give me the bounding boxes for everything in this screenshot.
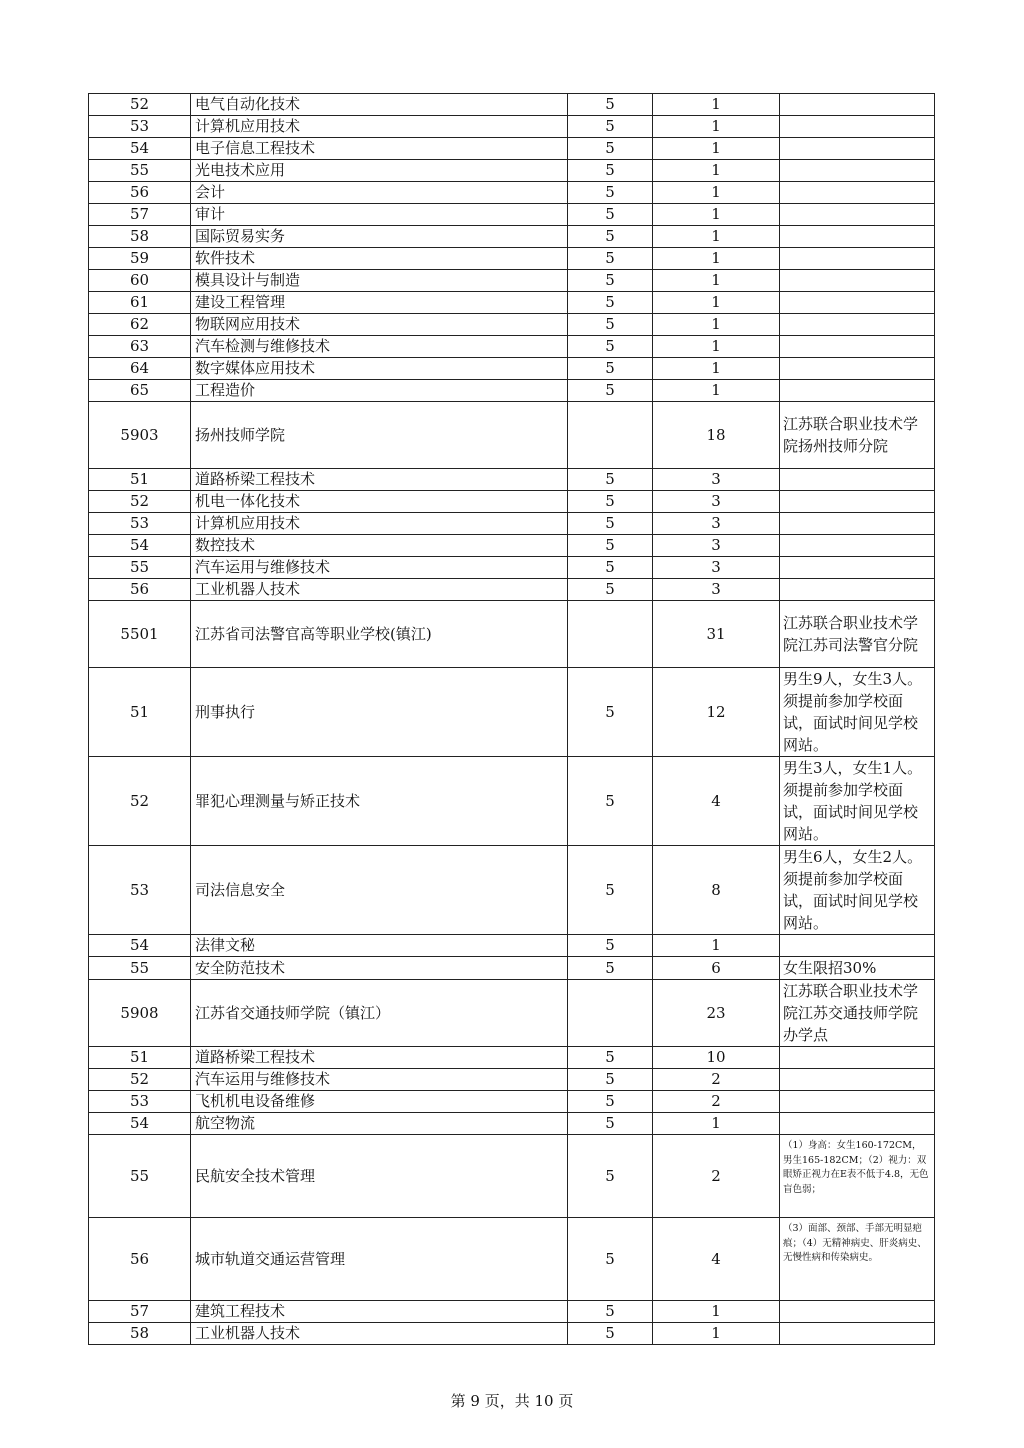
note-cell <box>780 1069 935 1091</box>
table-row <box>89 1218 935 1301</box>
years-cell: 5 <box>568 557 653 579</box>
count-cell: 1 <box>653 314 780 336</box>
count-cell: 2 <box>653 1135 780 1218</box>
code-cell: 55 <box>89 1135 191 1218</box>
note-cell <box>780 557 935 579</box>
page-footer: 第 9 页，共 10 页 <box>450 1392 574 1410</box>
code-cell: 52 <box>89 491 191 513</box>
code-cell: 58 <box>89 1323 191 1345</box>
code-cell: 55 <box>89 957 191 980</box>
name-cell: 建筑工程技术 <box>191 1301 568 1323</box>
table-row <box>89 292 935 314</box>
name-cell: 汽车运用与维修技术 <box>191 1069 568 1091</box>
note-cell: 女生限招30% <box>780 957 935 980</box>
years-cell: 5 <box>568 380 653 402</box>
name-cell: 会计 <box>191 182 568 204</box>
code-cell: 57 <box>89 204 191 226</box>
years-cell: 5 <box>568 846 653 935</box>
note-cell <box>780 160 935 182</box>
code-cell: 59 <box>89 248 191 270</box>
note-cell: 男生6人，女生2人。须提前参加学校面试，面试时间见学校网站。 <box>780 846 935 935</box>
name-cell: 国际贸易实务 <box>191 226 568 248</box>
years-cell: 5 <box>568 1113 653 1135</box>
name-cell: 建设工程管理 <box>191 292 568 314</box>
table-row <box>89 601 935 668</box>
years-cell: 5 <box>568 491 653 513</box>
note-cell <box>780 513 935 535</box>
count-cell: 3 <box>653 469 780 491</box>
code-cell: 5501 <box>89 601 191 668</box>
years-cell: 5 <box>568 935 653 957</box>
note-cell <box>780 204 935 226</box>
table-row <box>89 469 935 491</box>
count-cell: 6 <box>653 957 780 980</box>
count-cell: 10 <box>653 1047 780 1069</box>
count-cell: 1 <box>653 358 780 380</box>
years-cell: 5 <box>568 1047 653 1069</box>
table-row <box>89 1301 935 1323</box>
code-cell: 51 <box>89 668 191 757</box>
name-cell: 电气自动化技术 <box>191 94 568 116</box>
note-cell <box>780 1113 935 1135</box>
note-cell <box>780 1323 935 1345</box>
name-cell: 模具设计与制造 <box>191 270 568 292</box>
name-cell: 道路桥梁工程技术 <box>191 469 568 491</box>
years-cell: 5 <box>568 270 653 292</box>
note-cell <box>780 579 935 601</box>
table-row <box>89 226 935 248</box>
years-cell: 5 <box>568 160 653 182</box>
name-cell: 道路桥梁工程技术 <box>191 1047 568 1069</box>
table-row <box>89 314 935 336</box>
code-cell: 53 <box>89 1091 191 1113</box>
count-cell: 3 <box>653 579 780 601</box>
name-cell: 罪犯心理测量与矫正技术 <box>191 757 568 846</box>
name-cell: 法律文秘 <box>191 935 568 957</box>
table-row <box>89 94 935 116</box>
years-cell: 5 <box>568 116 653 138</box>
count-cell: 3 <box>653 513 780 535</box>
years-cell: 5 <box>568 1218 653 1301</box>
years-cell: 5 <box>568 535 653 557</box>
code-cell: 5908 <box>89 980 191 1047</box>
table-row <box>89 1069 935 1091</box>
name-cell: 刑事执行 <box>191 668 568 757</box>
name-cell: 电子信息工程技术 <box>191 138 568 160</box>
table-row <box>89 116 935 138</box>
code-cell: 54 <box>89 535 191 557</box>
count-cell: 31 <box>653 601 780 668</box>
years-cell: 5 <box>568 957 653 980</box>
note-cell <box>780 138 935 160</box>
table-row <box>89 1323 935 1345</box>
count-cell: 1 <box>653 160 780 182</box>
count-cell: 1 <box>653 204 780 226</box>
years-cell: 5 <box>568 204 653 226</box>
years-cell: 5 <box>568 182 653 204</box>
admission-plan-table <box>88 93 935 1345</box>
table-row <box>89 491 935 513</box>
name-cell: 江苏省交通技师学院（镇江） <box>191 980 568 1047</box>
table-row <box>89 204 935 226</box>
count-cell: 2 <box>653 1091 780 1113</box>
count-cell: 1 <box>653 1323 780 1345</box>
count-cell: 1 <box>653 336 780 358</box>
note-cell: 江苏联合职业技术学院扬州技师分院 <box>780 402 935 469</box>
table-row <box>89 1113 935 1135</box>
count-cell: 8 <box>653 846 780 935</box>
code-cell: 52 <box>89 757 191 846</box>
table-row <box>89 358 935 380</box>
table-row <box>89 138 935 160</box>
table-row <box>89 380 935 402</box>
count-cell: 1 <box>653 138 780 160</box>
code-cell: 61 <box>89 292 191 314</box>
code-cell: 55 <box>89 160 191 182</box>
years-cell: 5 <box>568 1301 653 1323</box>
code-cell: 57 <box>89 1301 191 1323</box>
years-cell: 5 <box>568 138 653 160</box>
note-cell <box>780 116 935 138</box>
note-cell <box>780 380 935 402</box>
table-row <box>89 557 935 579</box>
count-cell: 1 <box>653 270 780 292</box>
count-cell: 4 <box>653 1218 780 1301</box>
table-row <box>89 1091 935 1113</box>
code-cell: 55 <box>89 557 191 579</box>
code-cell: 51 <box>89 1047 191 1069</box>
years-cell <box>568 980 653 1047</box>
table-row <box>89 668 935 757</box>
name-cell: 江苏省司法警官高等职业学校(镇江) <box>191 601 568 668</box>
code-cell: 56 <box>89 182 191 204</box>
years-cell <box>568 601 653 668</box>
count-cell: 2 <box>653 1069 780 1091</box>
count-cell: 18 <box>653 402 780 469</box>
name-cell: 飞机机电设备维修 <box>191 1091 568 1113</box>
table-row <box>89 957 935 980</box>
years-cell: 5 <box>568 1323 653 1345</box>
name-cell: 审计 <box>191 204 568 226</box>
code-cell: 5903 <box>89 402 191 469</box>
name-cell: 汽车检测与维修技术 <box>191 336 568 358</box>
note-cell <box>780 491 935 513</box>
years-cell: 5 <box>568 1069 653 1091</box>
years-cell: 5 <box>568 668 653 757</box>
count-cell: 1 <box>653 248 780 270</box>
note-cell: （1）身高：女生160-172CM，男生165-182CM；（2）视力：双眼矫正视力在E表不低于4.8，无色盲色弱； <box>780 1135 935 1218</box>
name-cell: 司法信息安全 <box>191 846 568 935</box>
table-row <box>89 402 935 469</box>
table-row <box>89 513 935 535</box>
code-cell: 62 <box>89 314 191 336</box>
code-cell: 51 <box>89 469 191 491</box>
years-cell: 5 <box>568 248 653 270</box>
code-cell: 53 <box>89 846 191 935</box>
code-cell: 60 <box>89 270 191 292</box>
code-cell: 54 <box>89 935 191 957</box>
note-cell <box>780 270 935 292</box>
years-cell: 5 <box>568 579 653 601</box>
note-cell: 江苏联合职业技术学院江苏司法警官分院 <box>780 601 935 668</box>
note-cell <box>780 935 935 957</box>
code-cell: 54 <box>89 1113 191 1135</box>
code-cell: 56 <box>89 579 191 601</box>
code-cell: 64 <box>89 358 191 380</box>
years-cell: 5 <box>568 358 653 380</box>
note-cell <box>780 469 935 491</box>
table-row <box>89 980 935 1047</box>
count-cell: 1 <box>653 94 780 116</box>
name-cell: 软件技术 <box>191 248 568 270</box>
count-cell: 1 <box>653 1301 780 1323</box>
name-cell: 汽车运用与维修技术 <box>191 557 568 579</box>
years-cell: 5 <box>568 336 653 358</box>
years-cell: 5 <box>568 226 653 248</box>
code-cell: 56 <box>89 1218 191 1301</box>
table-row <box>89 248 935 270</box>
count-cell: 3 <box>653 535 780 557</box>
table-row <box>89 579 935 601</box>
table-row <box>89 1135 935 1218</box>
count-cell: 23 <box>653 980 780 1047</box>
note-cell: 男生3人，女生1人。须提前参加学校面试，面试时间见学校网站。 <box>780 757 935 846</box>
table-row <box>89 160 935 182</box>
note-cell <box>780 336 935 358</box>
note-cell <box>780 358 935 380</box>
table-row <box>89 336 935 358</box>
table-row <box>89 1047 935 1069</box>
count-cell: 4 <box>653 757 780 846</box>
note-cell: （3）面部、颈部、手部无明显疤痕；（4）无精神病史、肝炎病史、无慢性病和传染病史。 <box>780 1218 935 1301</box>
table-row <box>89 935 935 957</box>
count-cell: 1 <box>653 182 780 204</box>
table-row <box>89 535 935 557</box>
years-cell: 5 <box>568 1135 653 1218</box>
table-row <box>89 182 935 204</box>
years-cell: 5 <box>568 757 653 846</box>
name-cell: 民航安全技术管理 <box>191 1135 568 1218</box>
note-cell <box>780 1301 935 1323</box>
note-cell <box>780 535 935 557</box>
code-cell: 53 <box>89 513 191 535</box>
name-cell: 工程造价 <box>191 380 568 402</box>
name-cell: 安全防范技术 <box>191 957 568 980</box>
name-cell: 工业机器人技术 <box>191 1323 568 1345</box>
years-cell: 5 <box>568 513 653 535</box>
name-cell: 航空物流 <box>191 1113 568 1135</box>
count-cell: 1 <box>653 1113 780 1135</box>
code-cell: 58 <box>89 226 191 248</box>
note-cell <box>780 1047 935 1069</box>
count-cell: 12 <box>653 668 780 757</box>
name-cell: 光电技术应用 <box>191 160 568 182</box>
name-cell: 城市轨道交通运营管理 <box>191 1218 568 1301</box>
count-cell: 1 <box>653 116 780 138</box>
table-row <box>89 757 935 846</box>
code-cell: 65 <box>89 380 191 402</box>
name-cell: 工业机器人技术 <box>191 579 568 601</box>
table-row <box>89 270 935 292</box>
name-cell: 物联网应用技术 <box>191 314 568 336</box>
count-cell: 1 <box>653 292 780 314</box>
note-cell <box>780 292 935 314</box>
years-cell: 5 <box>568 314 653 336</box>
note-cell: 男生9人，女生3人。须提前参加学校面试，面试时间见学校网站。 <box>780 668 935 757</box>
years-cell: 5 <box>568 292 653 314</box>
years-cell: 5 <box>568 469 653 491</box>
table-row <box>89 846 935 935</box>
code-cell: 53 <box>89 116 191 138</box>
years-cell: 5 <box>568 1091 653 1113</box>
count-cell: 1 <box>653 380 780 402</box>
code-cell: 52 <box>89 94 191 116</box>
count-cell: 1 <box>653 935 780 957</box>
name-cell: 计算机应用技术 <box>191 513 568 535</box>
name-cell: 扬州技师学院 <box>191 402 568 469</box>
name-cell: 计算机应用技术 <box>191 116 568 138</box>
code-cell: 63 <box>89 336 191 358</box>
note-cell <box>780 182 935 204</box>
years-cell: 5 <box>568 94 653 116</box>
years-cell <box>568 402 653 469</box>
count-cell: 1 <box>653 226 780 248</box>
count-cell: 3 <box>653 491 780 513</box>
note-cell <box>780 94 935 116</box>
name-cell: 数控技术 <box>191 535 568 557</box>
note-cell <box>780 314 935 336</box>
code-cell: 52 <box>89 1069 191 1091</box>
note-cell <box>780 248 935 270</box>
name-cell: 机电一体化技术 <box>191 491 568 513</box>
note-cell: 江苏联合职业技术学院江苏交通技师学院办学点 <box>780 980 935 1047</box>
count-cell: 3 <box>653 557 780 579</box>
note-cell <box>780 226 935 248</box>
note-cell <box>780 1091 935 1113</box>
code-cell: 54 <box>89 138 191 160</box>
name-cell: 数字媒体应用技术 <box>191 358 568 380</box>
